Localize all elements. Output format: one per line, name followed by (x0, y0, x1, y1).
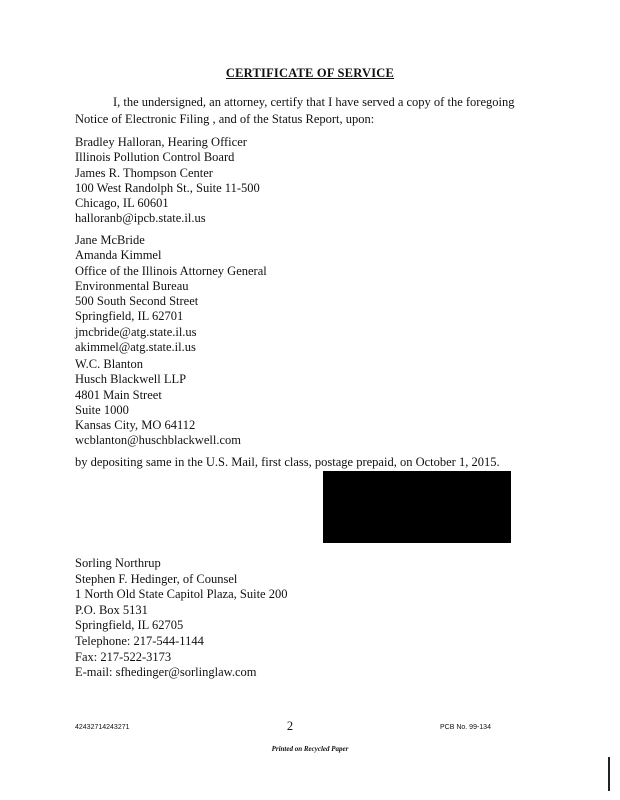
recipient-block-halloran (75, 135, 260, 227)
recipient-line: Bradley Halloran, Hearing Officer (75, 135, 247, 149)
recipient-line: Office of the Illinois Attorney General (75, 263, 267, 278)
recipient-line: 100 West Randolph St., Suite 11-500 (75, 180, 260, 195)
footer-case-number: PCB No. 99-134 (440, 724, 491, 731)
recipient-email: jmcbride@atg.state.il.us (75, 324, 197, 339)
intro-paragraph: I, the undersigned, an attorney, certify that I have served a copy of the foregoing Notice of Electronic Filing , and of the Status Report, upon: (75, 95, 515, 126)
footer-doc-id: 42432714243271 (75, 724, 130, 731)
recipient-email: halloranb@ipcb.state.il.us (75, 211, 206, 226)
recipient-line: Illinois Pollution Control Board (75, 150, 235, 165)
recipient-line: Kansas City, MO 64112 (75, 418, 196, 433)
signature-line: Stephen F. Hedinger, of Counsel (75, 571, 238, 586)
signature-line: Fax: 217-522-3173 (75, 649, 172, 664)
signature-block (75, 556, 287, 681)
recipient-line: 500 South Second Street (75, 294, 199, 309)
signature-line: Springfield, IL 62705 (75, 618, 184, 633)
recipient-line: Suite 1000 (75, 402, 129, 417)
signature-line: Sorling Northrup (75, 556, 161, 570)
recipient-email: wcblanton@huschblackwell.com (75, 433, 241, 448)
recipient-email: akimmel@atg.state.il.us (75, 340, 196, 355)
recipient-line: Husch Blackwell LLP (75, 372, 187, 387)
signature-line: 1 North Old State Capitol Plaza, Suite 200 (75, 587, 288, 602)
recipient-line: W.C. Blanton (75, 357, 143, 371)
signature-line: P.O. Box 5131 (75, 602, 148, 617)
certificate-title: CERTIFICATE OF SERVICE (225, 66, 395, 80)
signature-redaction (323, 471, 511, 543)
recipient-block-blanton (75, 357, 241, 449)
recipient-block-attorney-general (75, 233, 267, 355)
recipient-line: Amanda Kimmel (75, 248, 162, 263)
recipient-line: James R. Thompson Center (75, 165, 213, 180)
recipient-line: Springfield, IL 62701 (75, 309, 184, 324)
footer-page-number: 2 (286, 719, 294, 733)
signature-line: Telephone: 217-544-1144 (75, 633, 204, 648)
recipient-line: Jane McBride (75, 233, 145, 247)
recipient-line: Environmental Bureau (75, 278, 189, 293)
margin-rule (608, 757, 610, 791)
signature-email: E-mail: sfhedinger@sorlinglaw.com (75, 665, 257, 680)
recipient-line: Chicago, IL 60601 (75, 196, 169, 211)
footer-recycled-note: Printed on Recycled Paper (271, 745, 349, 753)
deposit-statement: by depositing same in the U.S. Mail, first class, postage prepaid, on October 1, 2015. (75, 455, 500, 469)
recipient-line: 4801 Main Street (75, 387, 162, 402)
